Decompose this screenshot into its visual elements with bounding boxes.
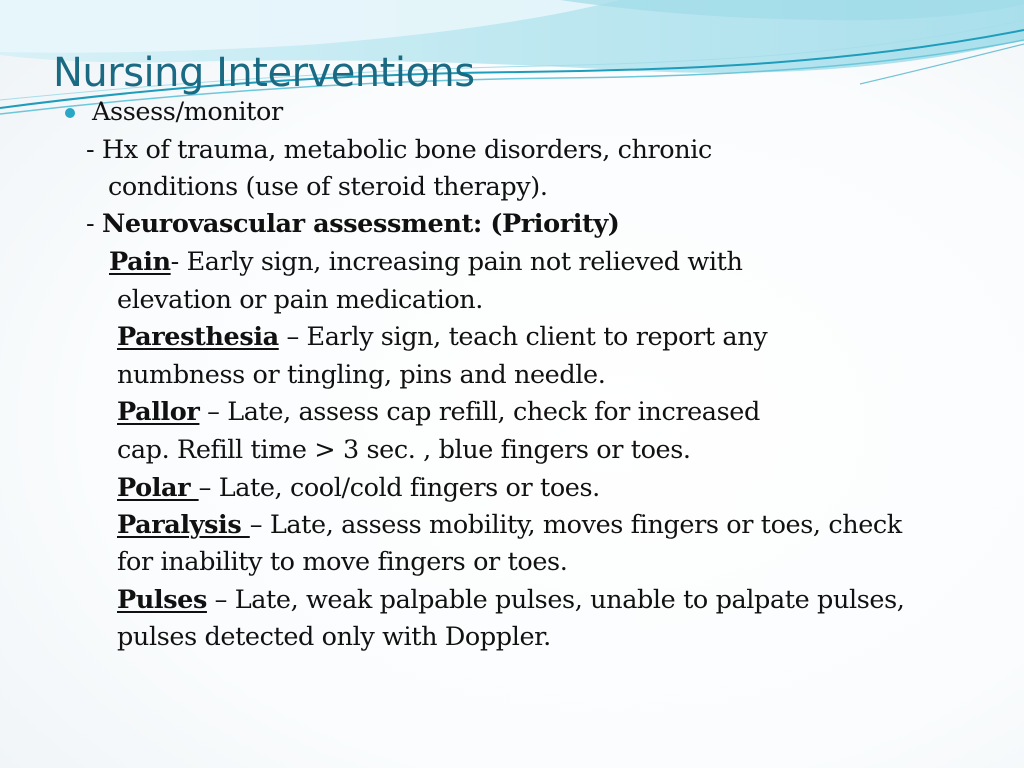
item-paresthesia-line-1 [117,321,767,353]
description: Late, assess mobility, moves fingers or toes, check [269,510,902,540]
bullet-icon [65,108,75,118]
neurovascular-heading: Neurovascular assessment: (Priority) [101,209,620,239]
item-pain-line-1 [109,246,743,278]
separator: – [198,473,219,503]
term-pallor: Pallor [117,397,200,427]
history-line-2: conditions (use of steroid therapy). [108,172,548,202]
term-polar: Polar [117,473,199,503]
item-pallor-line-1 [117,396,760,428]
term-pulses: Pulses [117,585,207,615]
dash-text: - [86,209,102,239]
separator: - [170,247,187,277]
item-paralysis-line-2: for inability to move fingers or toes. [117,547,568,577]
separator: – [206,585,235,615]
item-pulses-line-1 [117,584,905,616]
description: Late, assess cap refill, check for increased [227,397,760,427]
item-paralysis-line-1 [117,509,902,541]
term-paralysis: Paralysis [117,510,250,540]
neurovascular-heading-line [86,208,619,240]
term-pain: Pain [109,247,171,277]
item-pain-line-2: elevation or pain medication. [117,285,484,315]
item-polar-line-1 [117,472,600,504]
bullet-assess-monitor: Assess/monitor [92,97,283,127]
separator: – [199,397,228,427]
item-pallor-line-2: cap. Refill time > 3 sec. , blue fingers or toes. [117,435,691,465]
slide-title: Nursing Interventions [53,50,475,96]
item-pulses-line-2: pulses detected only with Doppler. [117,622,551,652]
description: Late, weak palpable pulses, unable to palpate pulses, [234,585,905,615]
description: Late, cool/cold fingers or toes. [218,473,600,503]
term-paresthesia: Paresthesia [117,322,279,352]
separator: – [278,322,307,352]
separator: – [249,510,270,540]
item-paresthesia-line-2: numbness or tingling, pins and needle. [117,360,606,390]
history-line-1: - Hx of trauma, metabolic bone disorders, chronic [86,135,712,165]
description: Early sign, increasing pain not relieved with [186,247,743,277]
description: Early sign, teach client to report any [306,322,768,352]
